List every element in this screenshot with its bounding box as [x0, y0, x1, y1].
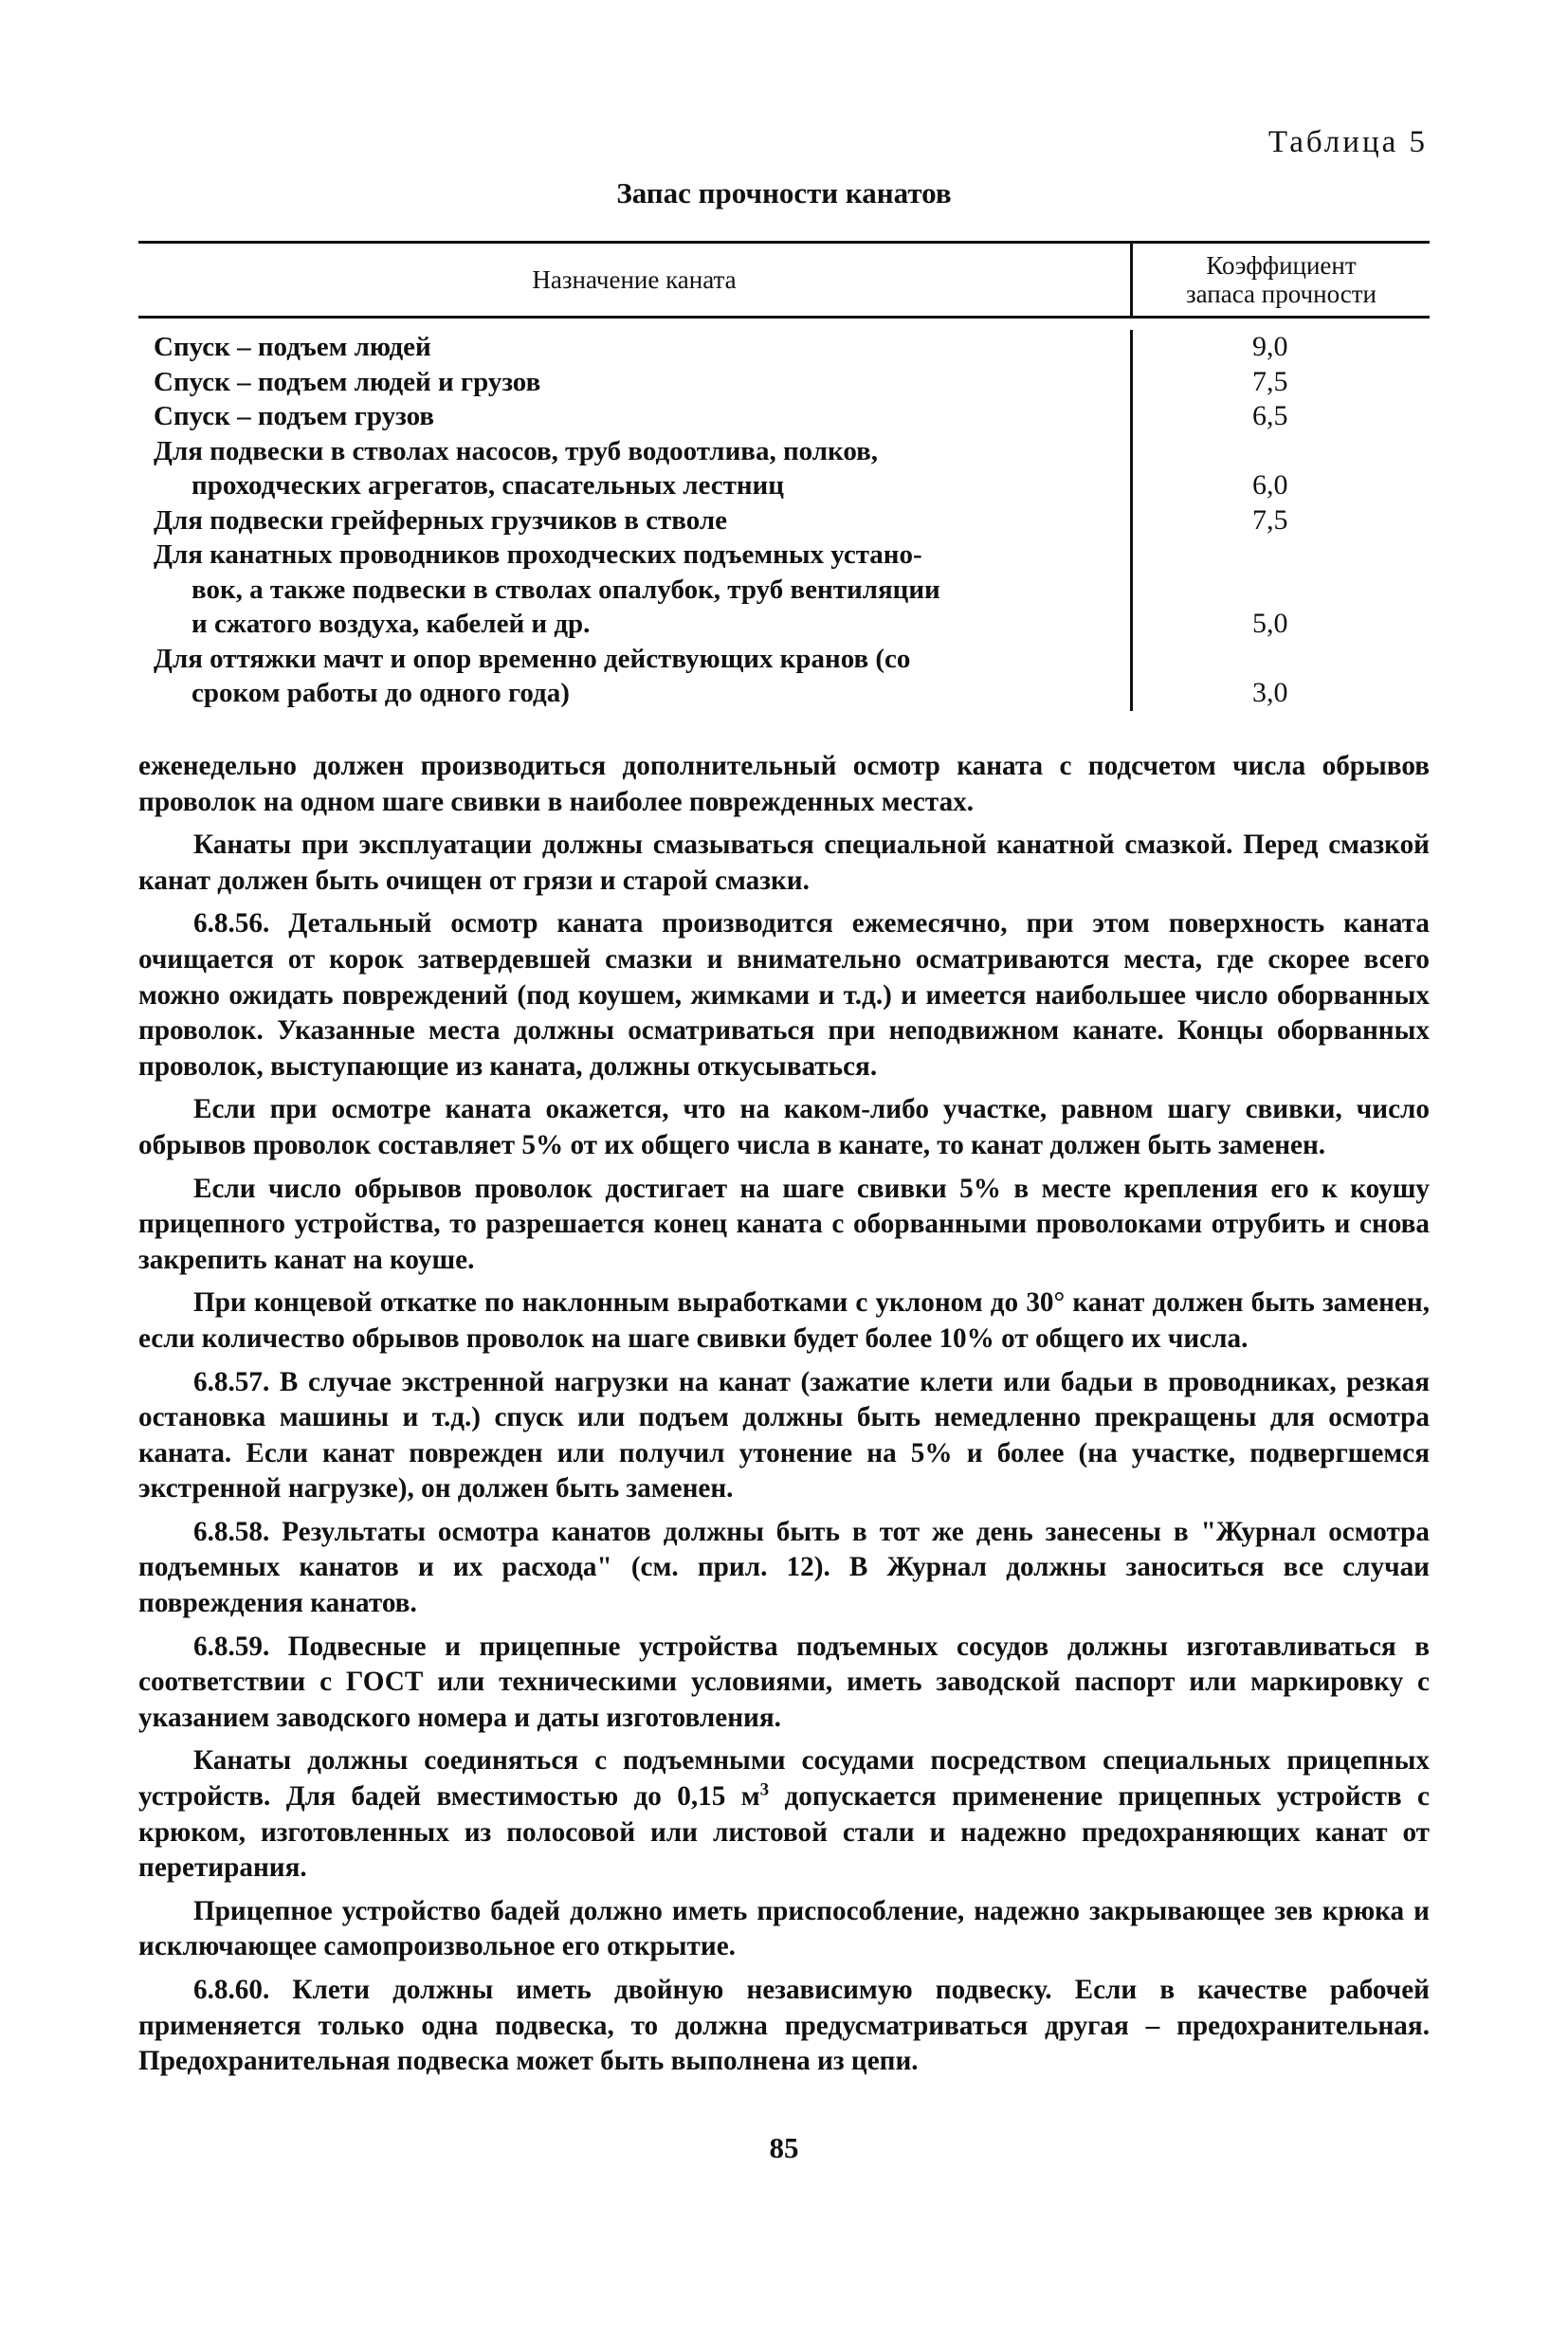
paragraph-8: 6.8.58. Результаты осмотра канатов должны быть в тот же день занесены в "Журнал осмотра подъемных канатов и их расхода" (см. прил. 12). В Журнал должны заноситься все случаи повреждения канатов. — [138, 1516, 1430, 1619]
coefficient-column — [1130, 330, 1430, 711]
table-title: Запас прочности канатов — [616, 176, 952, 210]
row-6-line-3: и сжатого воздуха, кабелей и др. — [191, 609, 591, 639]
paragraph-3: 6.8.56. Детальный осмотр каната производится ежемесячно, при этом поверхность каната очищается от корок затвердевшей смазки и внимательно осматриваются места, где скорее всего можно ожидать повреждений (под коушем, жимками и т.д.) и имеется наибольшее число оборванных проволок. Указанные места должны осматриваться при неподвижном канате. Концы оборванных проволок, выступающие из каната, должны откусываться. — [138, 908, 1430, 1082]
paragraph-5: Если число обрывов проволок достигает на шаге свивки 5% в месте крепления его к коушу прицепного устройства, то разрешается конец каната с оборванными проволоками отрубить и снова закрепить канат на коуше. — [138, 1173, 1430, 1275]
paragraph-4: Если при осмотре каната окажется, что на каком-либо участке, равном шагу свивки, число обрывов проволок составляет 5% от их общего числа в канате, то канат должен быть заменен. — [138, 1094, 1430, 1160]
row-4-line-2: проходческих агрегатов, спасательных лестниц — [191, 470, 784, 501]
cubic-superscript: 3 — [759, 1779, 770, 1800]
paragraph-10-part-b: допускается применение прицепных устройств с крюком, изготовленных из полосовой или листовой стали и надежно предохраняющих канат от перетирания. — [138, 1781, 1430, 1884]
row-6-line-1: Для канатных проводников проходческих подъемных устано- — [154, 539, 922, 570]
paragraph-2: Канаты при эксплуатации должны смазываться специальной канатной смазкой. Перед смазкой канат должен быть очищен от грязи и старой смазки. — [138, 830, 1430, 896]
paragraph-1: еженедельно должен производиться дополнительный осмотр каната с подсчетом числа обрывов проволок на одном шаге свивки в наиболее поврежденных местах. — [138, 751, 1430, 817]
row-6-coefficient: 5,0 — [1252, 608, 1288, 639]
row-4-coefficient: 6,0 — [1252, 469, 1288, 501]
paragraph-9: 6.8.59. Подвесные и прицепные устройства подъемных сосудов должны изготавливаться в соответствии с ГОСТ или техническими условиями, иметь заводской паспорт или маркировку с указанием заводского номера и даты изготовления. — [138, 1631, 1430, 1733]
row-5-line-1: Для подвески грейферных грузчиков в стволе — [154, 504, 727, 536]
page-number: 85 — [769, 2131, 799, 2164]
row-6-line-2: вок, а также подвески в стволах опалубок, труб вентиляции — [191, 574, 940, 605]
header-coefficient-line1: Коэффициент — [1206, 251, 1357, 280]
table-header-row — [138, 244, 1430, 319]
row-7-line-1: Для оттяжки мачт и опор временно действующих кранов (со — [154, 643, 911, 674]
row-2-line-1: Спуск – подъем людей и грузов — [154, 366, 541, 397]
paragraph-12: 6.8.60. Клети должны иметь двойную независимую подвеску. Если в качестве рабочей применяется только одна подвеска, то должна предусматриваться другая – предохранительная. Предохранительная подвеска может быть выполнена из цепи. — [138, 1975, 1430, 2077]
paragraph-7: 6.8.57. В случае экстренной нагрузки на канат (зажатие клети или бадьи в проводниках, резкая остановка машины и т.д.) спуск или подъем должны быть немедленно прекращены для осмотра каната. Если канат поврежден или получил утонение на 5% и более (на участке, подвергшемся экстренной нагрузке), он должен быть заменен. — [138, 1366, 1430, 1504]
body-text — [138, 749, 1430, 2088]
row-4-line-1: Для подвески в стволах насосов, труб водоотлива, полков, — [154, 435, 879, 466]
purpose-column — [138, 330, 1130, 711]
table-number-label: Таблица 5 — [1267, 125, 1428, 159]
row-5-coefficient: 7,5 — [1252, 503, 1288, 536]
header-coefficient-line2: запаса прочности — [1186, 280, 1377, 308]
table-body — [138, 319, 1430, 711]
header-coefficient — [1130, 244, 1430, 316]
row-2-coefficient: 7,5 — [1252, 365, 1288, 397]
rope-safety-factor-table — [138, 241, 1430, 711]
row-3-coefficient: 6,5 — [1252, 400, 1288, 431]
paragraph-6: При концевой откатке по наклонным выработками с уклоном до 30° канат должен быть заменен, если количество обрывов проволок на шаге свивки будет более 10% от общего их числа. — [138, 1287, 1430, 1354]
paragraph-11: Прицепное устройство бадей должно иметь приспособление, надежно закрывающее зев крюка и исключающее самопроизвольное его открытие. — [138, 1895, 1430, 1962]
header-purpose: Назначение каната — [532, 264, 737, 294]
paragraph-10-part-a: Канаты должны соединяться с подъемными сосудами посредством специальных прицепных устройств. Для бадей вместимостью до 0,15 м — [138, 1745, 1430, 1813]
row-7-coefficient: 3,0 — [1252, 677, 1288, 708]
row-1-line-1: Спуск – подъем людей — [154, 332, 431, 362]
row-1-coefficient: 9,0 — [1252, 331, 1288, 362]
row-3-line-1: Спуск – подъем грузов — [154, 401, 435, 431]
row-7-line-2: сроком работы до одного года) — [191, 678, 570, 708]
paragraph-10 — [138, 1743, 1430, 1886]
